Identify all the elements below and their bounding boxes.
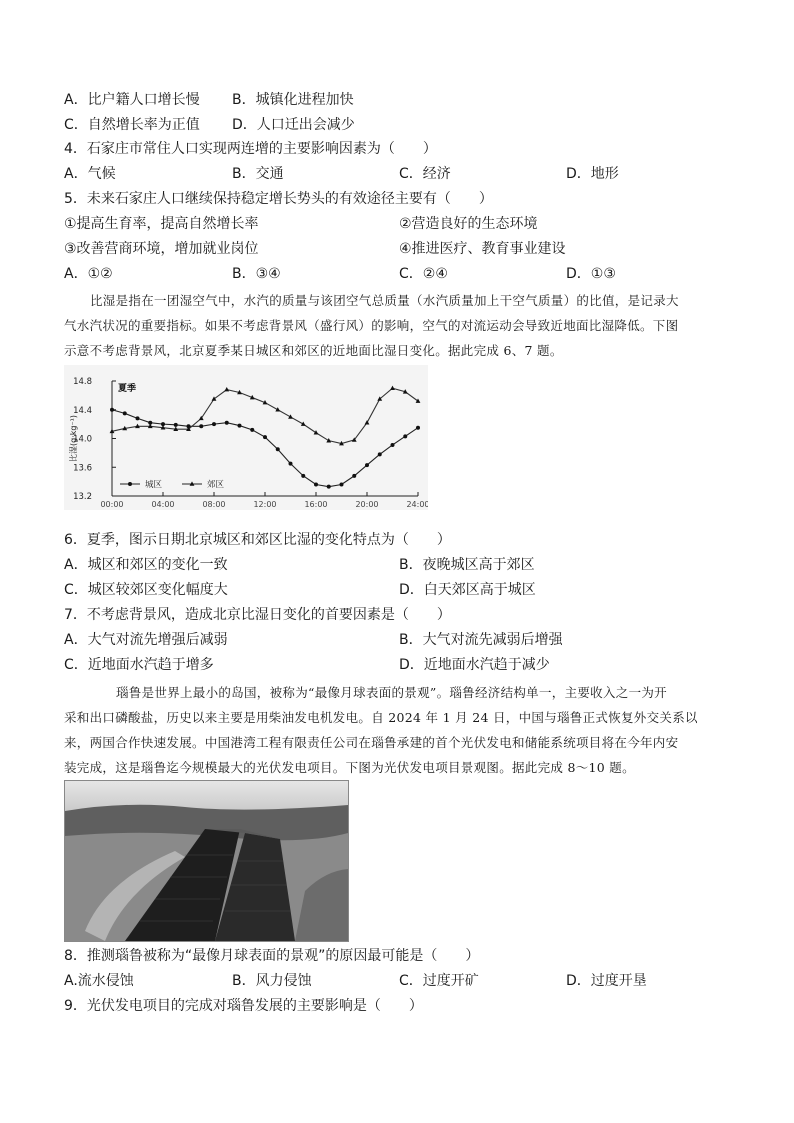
data-point-urban [199,424,203,428]
q5-statement-4: ④推进医疗、教育事业建设 [399,241,566,257]
passage1-line-2: 气水汽状况的重要指标。如果不考虑背景风（盛行风）的影响，空气的对流运动会导致近地面比湿降低。下图 [64,318,679,333]
x-tick-label: 04:00 [151,500,175,509]
x-tick-label: 16:00 [304,500,328,509]
passage1-line-3: 示意不考虑背景风，北京夏季某日城区和郊区的近地面比湿日变化。据此完成 6、7 题。 [64,343,563,358]
data-point-urban [352,474,356,478]
q4-option-d: D．地形 [566,166,619,182]
q4-option-b: B．交通 [232,166,284,182]
humidity-chart [64,365,428,510]
x-tick-label: 08:00 [202,500,226,509]
q6-option-a: A．城区和郊区的变化一致 [64,557,228,573]
q7-option-d: D．近地面水汽趋于减少 [399,657,550,673]
humidity-chart-svg [64,365,428,510]
data-point-urban [225,421,229,425]
q7-option-c: C．近地面水汽趋于增多 [64,657,214,673]
y-axis-label: 比湿(g·kg⁻¹) [69,414,78,463]
passage2-line-1: 瑙鲁是世界上最小的岛国，被称为“最像月球表面的景观”。瑙鲁经济结构单一，主要收入之一为开 [116,685,667,700]
y-tick-label: 13.2 [73,492,92,502]
q3-option-c: C．自然增长率为正值 [64,117,200,133]
q8-stem: 8．推测瑙鲁被称为“最像月球表面的景观”的原因最可能是（ ） [64,948,480,964]
q8-option-a: A.流水侵蚀 [64,973,134,989]
x-tick-label: 12:00 [253,500,277,509]
data-point-urban [314,483,318,487]
passage2-line-4: 装完成，这是瑙鲁迄今规模最大的光伏发电项目。下图为光伏发电项目景观图。据此完成 8～10 题。 [64,760,635,775]
q5-option-d: D．①③ [566,266,616,282]
data-point-urban [391,443,395,447]
legend-label-urban: 城区 [145,480,163,490]
q3-option-b: B．城镇化进程加快 [232,92,354,108]
q5-option-b: B．③④ [232,266,281,282]
data-point-urban [403,434,407,438]
data-point-urban [263,435,267,439]
q7-stem: 7．不考虑背景风，造成北京比湿日变化的首要因素是（ ） [64,607,451,623]
chart-title: 夏季 [118,384,137,394]
data-point-urban [136,416,140,420]
legend-label-suburban: 郊区 [207,480,225,490]
y-tick-label: 14.0 [73,434,92,445]
q7-option-a: A．大气对流先增强后减弱 [64,632,228,648]
q5-statement-3: ③改善营商环境，增加就业岗位 [64,241,259,257]
data-point-urban [276,447,280,451]
passage-specific-humidity [64,288,732,363]
data-point-urban [340,483,344,487]
passage2-line-3: 来，两国合作快速发展。中国港湾工程有限责任公司在瑙鲁承建的首个光伏发电和储能系统项目将在今年内安 [64,735,679,750]
q5-statement-1: ①提高生育率，提高自然增长率 [64,216,259,232]
q5-statement-2: ②营造良好的生态环境 [399,216,538,232]
y-tick-label: 14.8 [73,377,92,387]
passage2-line-2: 采和出口磷酸盐，历史以来主要是用柴油发电机发电。自 2024 年 1 月 24 日，中国与瑙鲁正式恢复外交关系以 [64,710,698,725]
data-point-urban [238,424,242,428]
y-tick-label: 14.4 [73,405,92,416]
data-point-urban [378,452,382,456]
passage1-line-1: 比湿是指在一团湿空气中，水汽的质量与该团空气总质量（水汽质量加上干空气质量）的比值，是记录大 [90,293,679,308]
q4-option-c: C．经济 [399,166,451,182]
q4-stem: 4．石家庄市常住人口实现两连增的主要影响因素为（ ） [64,141,437,157]
y-tick-label: 13.6 [73,463,92,474]
solar-project-photo [64,780,349,942]
legend-marker-urban [128,482,132,486]
data-point-urban [110,408,114,412]
q8-option-d: D．过度开垦 [566,973,647,989]
data-point-urban [250,428,254,432]
q5-option-a: A．①② [64,266,113,282]
q3-option-a: A．比户籍人口增长慢 [64,92,200,108]
data-point-urban [174,423,178,427]
data-point-urban [289,462,293,466]
data-point-urban [301,474,305,478]
x-tick-label: 24:00 [406,500,428,509]
q6-option-c: C．城区较郊区变化幅度大 [64,582,228,598]
q5-option-c: C．②④ [399,266,448,282]
q6-option-d: D．白天郊区高于城区 [399,582,536,598]
data-point-urban [212,422,216,426]
passage-nauru [64,680,732,780]
q8-option-c: C．过度开矿 [399,973,479,989]
q6-stem: 6．夏季，图示日期北京城区和郊区比湿的变化特点为（ ） [64,532,451,548]
x-tick-label: 20:00 [355,500,379,509]
q6-option-b: B．夜晚城区高于郊区 [399,557,535,573]
q8-option-b: B．风力侵蚀 [232,973,312,989]
q9-stem: 9．光伏发电项目的完成对瑙鲁发展的主要影响是（ ） [64,998,423,1014]
q5-stem: 5．未来石家庄人口继续保持稳定增长势头的有效途径主要有（ ） [64,191,493,207]
q3-option-d: D．人口迁出会减少 [232,117,355,133]
data-point-urban [416,426,420,430]
x-tick-label: 00:00 [100,500,124,509]
q7-option-b: B．大气对流先减弱后增强 [399,632,563,648]
q4-option-a: A．气候 [64,166,116,182]
data-point-urban [327,485,331,489]
data-point-urban [123,411,127,415]
data-point-urban [365,463,369,467]
